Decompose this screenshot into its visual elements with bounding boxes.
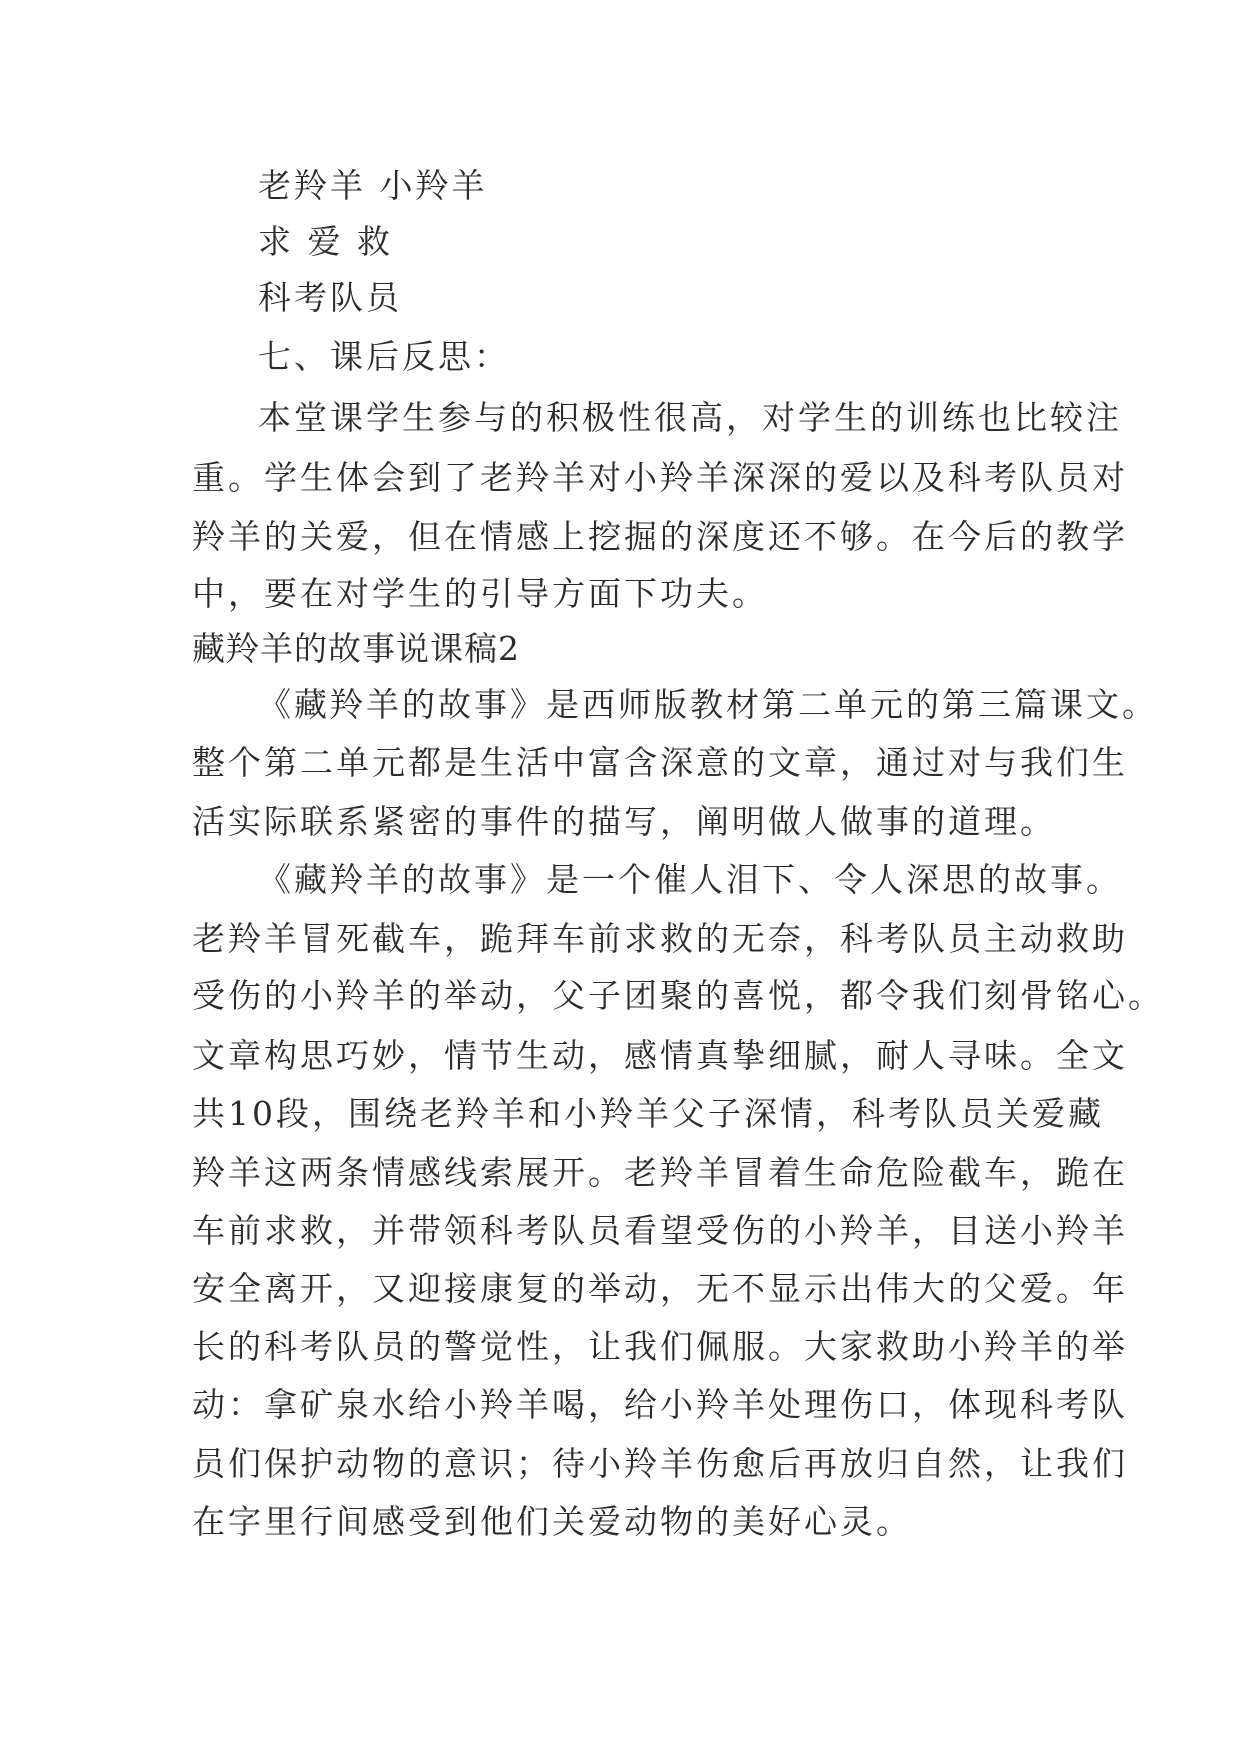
paragraph-line: 中，要在对学生的引导方面下功夫。 <box>192 574 768 613</box>
text-line: 科考队员 <box>258 278 402 317</box>
document-subtitle: 藏羚羊的故事说课稿2 <box>192 629 520 668</box>
paragraph-line: 员们保护动物的意识；待小羚羊伤愈后再放归自然，让我们 <box>192 1444 1128 1483</box>
paragraph-line: 受伤的小羚羊的举动，父子团聚的喜悦，都令我们刻骨铭心。 <box>192 976 1164 1015</box>
paragraph-line: 羚羊这两条情感线索展开。老羚羊冒着生命危险截车，跪在 <box>192 1153 1128 1192</box>
text-line: 求 爱 救 <box>258 222 393 261</box>
paragraph-line: 安全离开，又迎接康复的举动，无不显示出伟大的父爱。年 <box>192 1269 1128 1308</box>
paragraph-line: 动：拿矿泉水给小羚羊喝，给小羚羊处理伤口，体现科考队 <box>192 1385 1128 1424</box>
paragraph-line: 长的科考队员的警觉性，让我们佩服。大家救助小羚羊的举 <box>192 1327 1128 1366</box>
paragraph-line: 《藏羚羊的故事》是一个催人泪下、令人深思的故事。 <box>258 860 1122 899</box>
paragraph-line: 整个第二单元都是生活中富含深意的文章，通过对与我们生 <box>192 743 1128 782</box>
text-line: 老羚羊 小羚羊 <box>258 166 488 205</box>
paragraph-line: 共10段，围绕老羚羊和小羚羊父子深情，科考队员关爱藏 <box>192 1094 1104 1133</box>
paragraph-line: 活实际联系紧密的事件的描写，阐明做人做事的道理。 <box>192 802 1056 841</box>
paragraph-line: 车前求救，并带领科考队员看望受伤的小羚羊，目送小羚羊 <box>192 1211 1128 1250</box>
paragraph-line: 本堂课学生参与的积极性很高，对学生的训练也比较注 <box>258 398 1122 437</box>
paragraph-line: 羚羊的关爱，但在情感上挖掘的深度还不够。在今后的教学 <box>192 517 1128 556</box>
paragraph-line: 老羚羊冒死截车，跪拜车前求救的无奈，科考队员主动救助 <box>192 919 1128 958</box>
paragraph-line: 文章构思巧妙，情节生动，感情真挚细腻，耐人寻味。全文 <box>192 1036 1128 1075</box>
paragraph-line: 《藏羚羊的故事》是西师版教材第二单元的第三篇课文。 <box>258 685 1158 724</box>
paragraph-line: 重。学生体会到了老羚羊对小羚羊深深的爱以及科考队员对 <box>192 458 1128 497</box>
section-heading: 七、课后反思： <box>258 337 510 376</box>
paragraph-line: 在字里行间感受到他们关爱动物的美好心灵。 <box>192 1502 912 1541</box>
